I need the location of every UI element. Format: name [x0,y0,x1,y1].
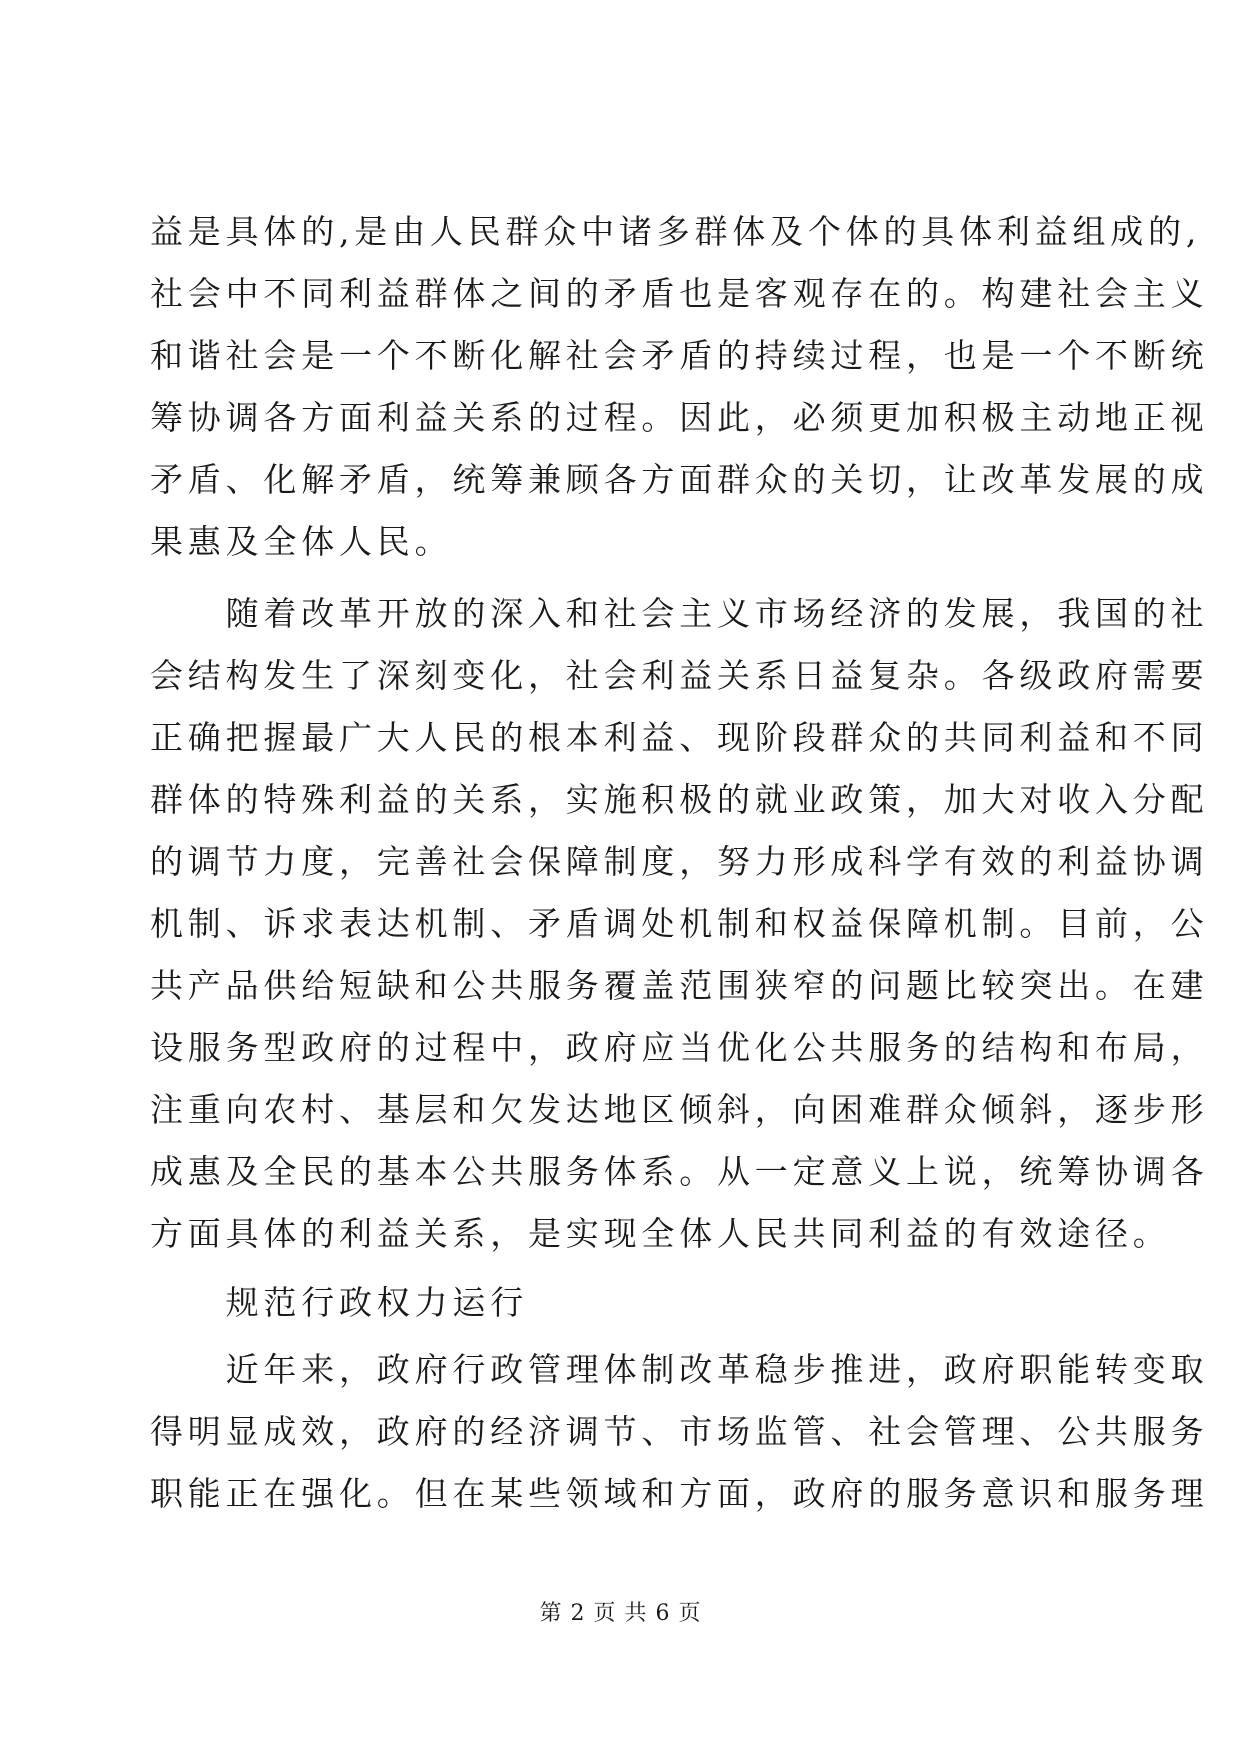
text-line: 正确把握最广大人民的根本利益、现阶段群众的共同利益和不同 [150,718,1209,757]
text-line: 职能正在强化。但在某些领域和方面，政府的服务意识和服务理 [150,1474,1209,1513]
text-line: 会结构发生了深刻变化，社会利益关系日益复杂。各级政府需要 [150,656,1209,695]
page-number-footer: 第 2 页 共 6 页 [539,1601,702,1626]
text-line: 矛盾、化解矛盾，统筹兼顾各方面群众的关切，让改革发展的成 [150,460,1209,499]
text-line: 益是具体的,是由人民群众中诸多群体及个体的具体利益组成的, [150,212,1202,251]
text-line: 社会中不同利益群体之间的矛盾也是客观存在的。构建社会主义 [150,274,1209,313]
text-line: 近年来，政府行政管理体制改革稳步推进，政府职能转变取 [150,1350,1209,1389]
text-line: 机制、诉求表达机制、矛盾调处机制和权益保障机制。目前，公 [150,904,1209,943]
text-line: 方面具体的利益关系，是实现全体人民共同利益的有效途径。 [150,1214,1171,1253]
text-line: 共产品供给短缺和公共服务覆盖范围狭窄的问题比较突出。在建 [150,966,1209,1005]
text-line: 的调节力度，完善社会保障制度，努力形成科学有效的利益协调 [150,842,1209,881]
text-line: 设服务型政府的过程中，政府应当优化公共服务的结构和布局， [150,1028,1209,1067]
section-heading: 规范行政权力运行 [150,1283,528,1322]
text-line: 随着改革开放的深入和社会主义市场经济的发展，我国的社 [150,594,1209,633]
text-line: 群体的特殊利益的关系，实施积极的就业政策，加大对收入分配 [150,780,1209,819]
text-line: 成惠及全民的基本公共服务体系。从一定意义上说，统筹协调各 [150,1152,1209,1191]
text-line: 果惠及全体人民。 [150,522,453,561]
text-line: 和谐社会是一个不断化解社会矛盾的持续过程，也是一个不断统 [150,336,1209,375]
text-line: 筹协调各方面利益关系的过程。因此，必须更加积极主动地正视 [150,398,1209,437]
text-line: 注重向农村、基层和欠发达地区倾斜，向困难群众倾斜，逐步形 [150,1090,1209,1129]
text-line: 得明显成效，政府的经济调节、市场监管、社会管理、公共服务 [150,1412,1209,1451]
